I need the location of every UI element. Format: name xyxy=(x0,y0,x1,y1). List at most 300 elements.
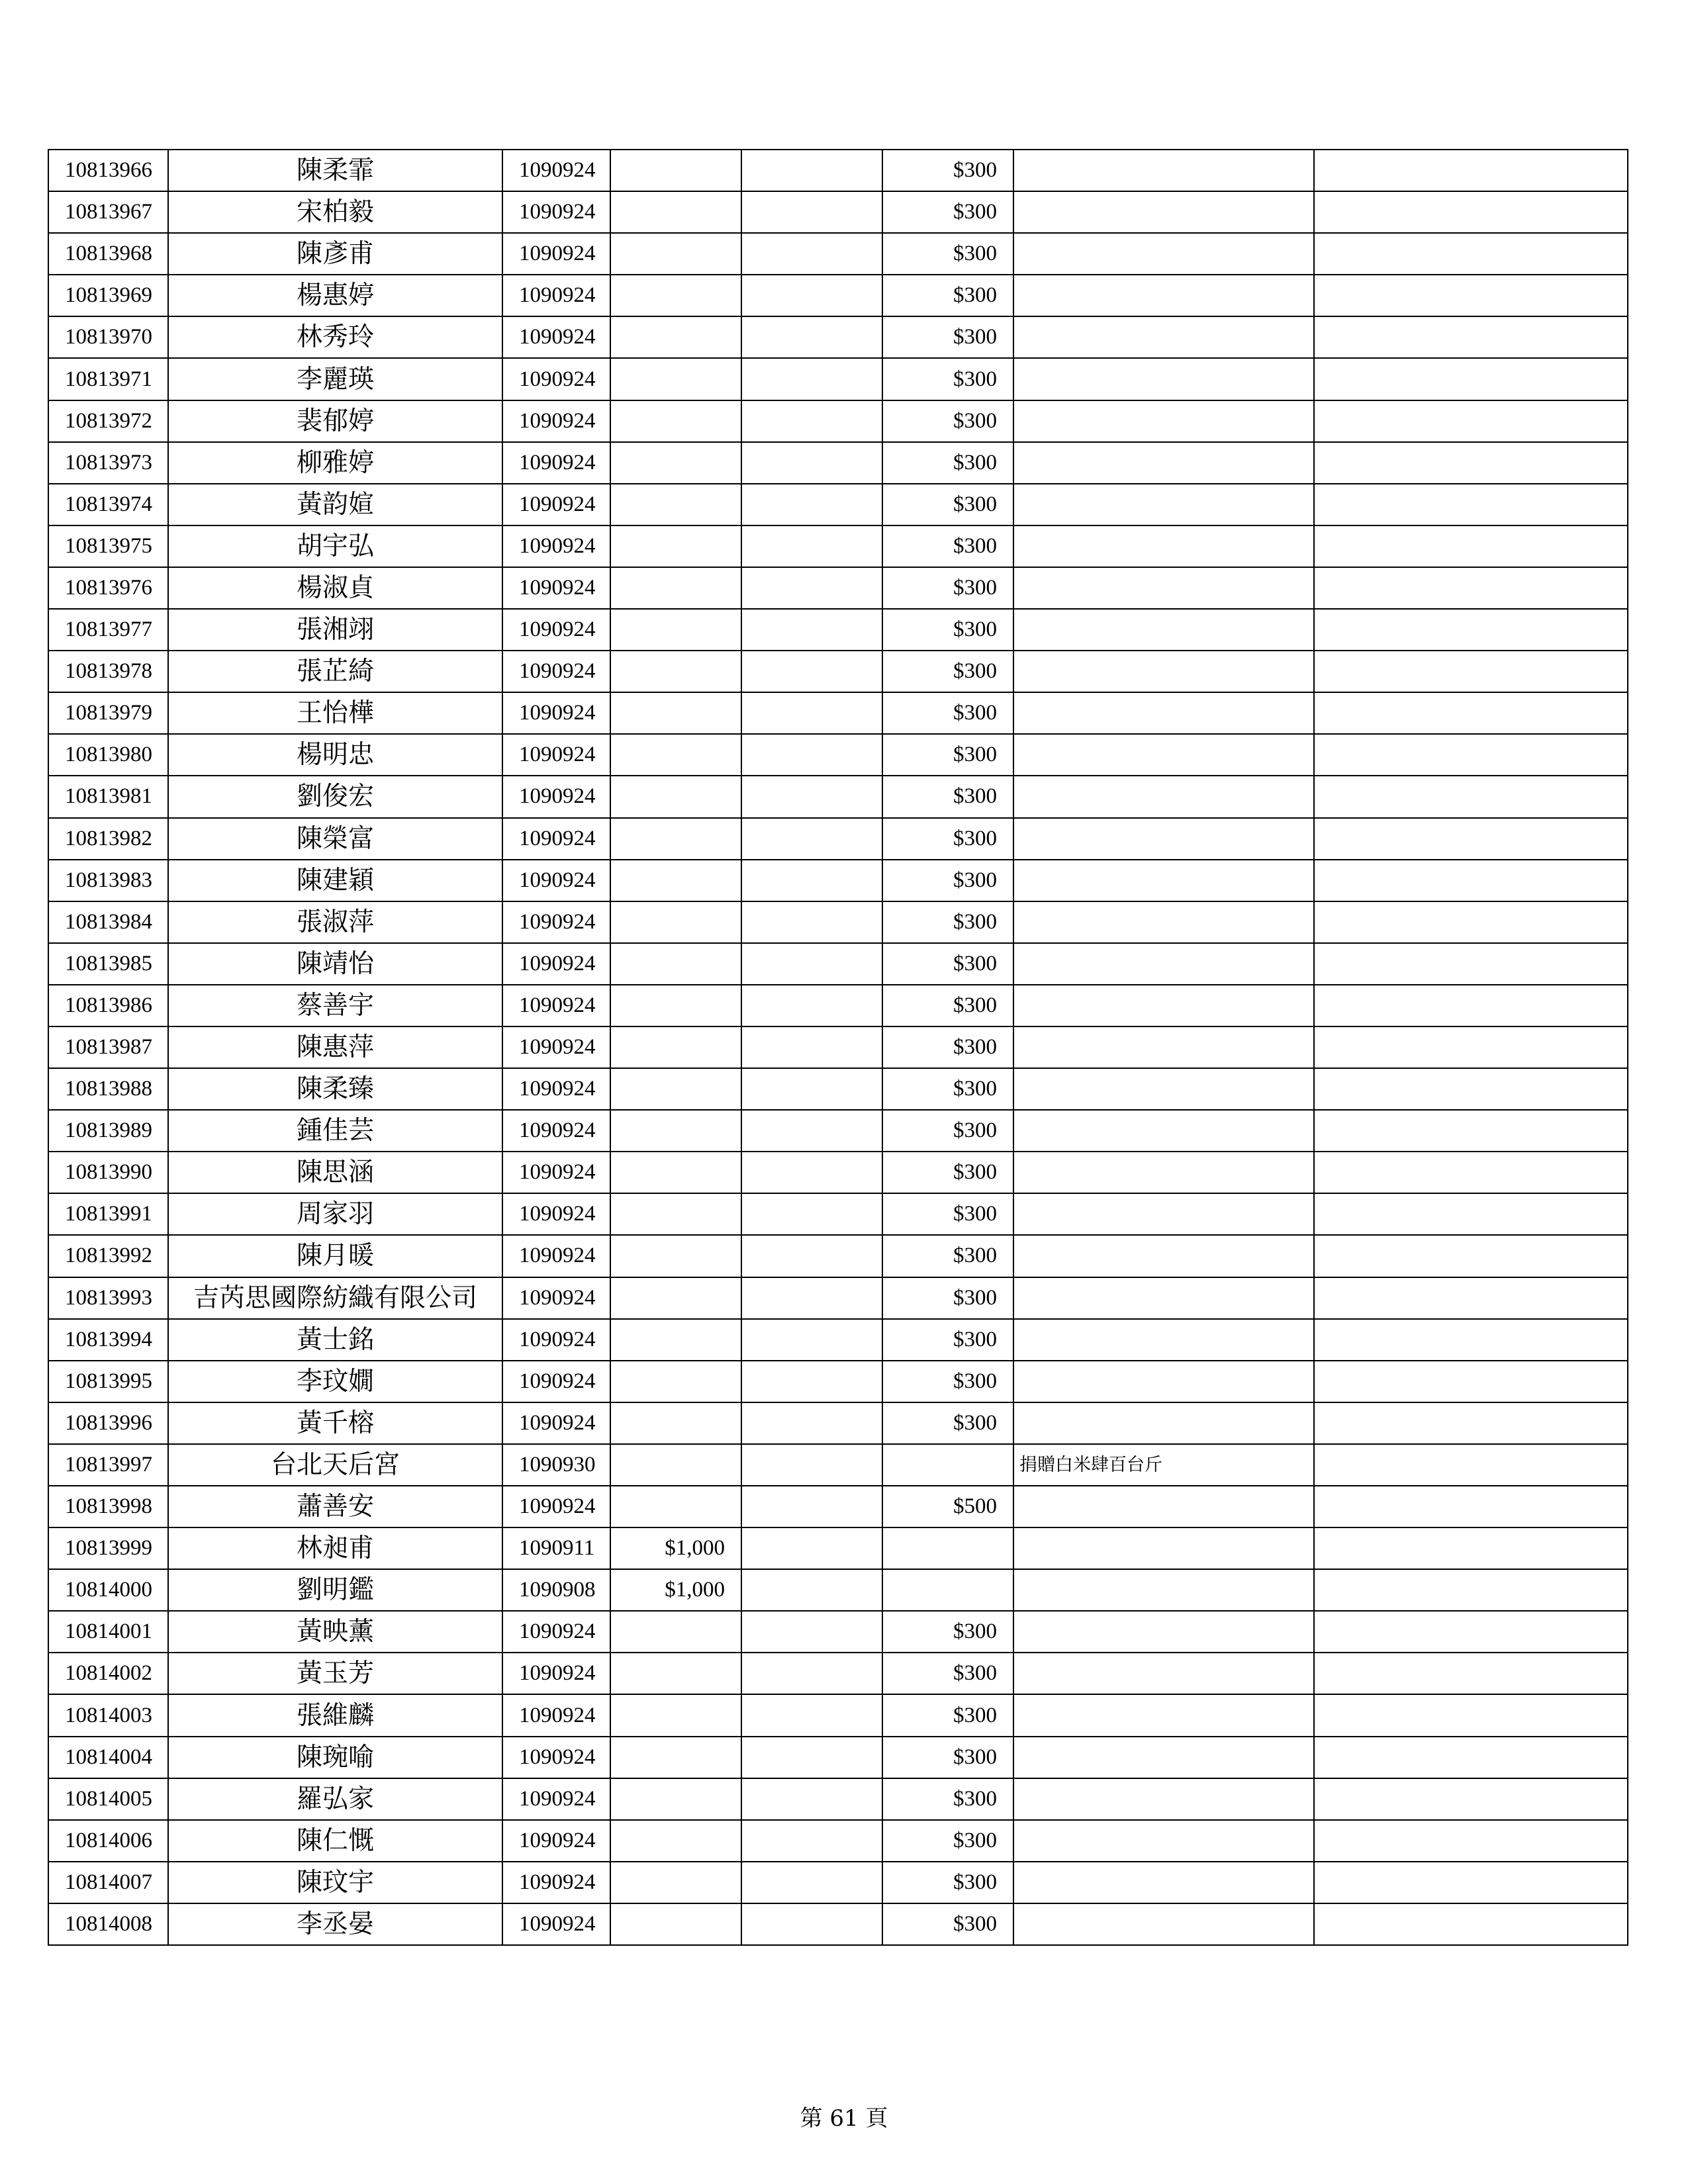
donor-name-cell: 蕭善安 xyxy=(168,1486,502,1527)
table-row xyxy=(48,316,1628,358)
note-cell xyxy=(1013,316,1314,358)
blank-cell xyxy=(741,1277,882,1319)
remarks-cell xyxy=(1314,1068,1628,1110)
blank-cell xyxy=(741,943,882,985)
table-row xyxy=(48,150,1628,191)
table-row xyxy=(48,484,1628,525)
receipt-id-cell: 10813989 xyxy=(48,1110,168,1152)
note-cell xyxy=(1013,484,1314,525)
amount-cell: $300 xyxy=(882,1694,1013,1736)
table-row xyxy=(48,776,1628,817)
note-cell xyxy=(1013,1694,1314,1736)
receipt-id-cell: 10813999 xyxy=(48,1527,168,1569)
date-cell: 1090924 xyxy=(502,1361,610,1402)
donor-name-cell: 林秀玲 xyxy=(168,316,502,358)
donor-name-cell: 劉明鑑 xyxy=(168,1569,502,1611)
receipt-id-cell: 10814007 xyxy=(48,1862,168,1903)
date-cell: 1090924 xyxy=(502,191,610,233)
table-row xyxy=(48,1653,1628,1694)
donor-name-cell: 陳建穎 xyxy=(168,860,502,901)
date-cell: 1090924 xyxy=(502,1694,610,1736)
cash-amount-cell xyxy=(610,1235,741,1277)
amount-cell: $300 xyxy=(882,860,1013,901)
blank-cell xyxy=(741,1068,882,1110)
blank-cell xyxy=(741,1694,882,1736)
cash-amount-cell xyxy=(610,651,741,692)
note-cell xyxy=(1013,1110,1314,1152)
blank-cell xyxy=(741,1820,882,1862)
amount-cell xyxy=(882,1444,1013,1486)
date-cell: 1090924 xyxy=(502,1026,610,1068)
date-cell: 1090924 xyxy=(502,1820,610,1862)
date-cell: 1090924 xyxy=(502,1862,610,1903)
date-cell: 1090924 xyxy=(502,1486,610,1527)
cash-amount-cell xyxy=(610,1361,741,1402)
remarks-cell xyxy=(1314,1235,1628,1277)
amount-cell: $300 xyxy=(882,1361,1013,1402)
remarks-cell xyxy=(1314,150,1628,191)
receipt-id-cell: 10813973 xyxy=(48,442,168,484)
donor-name-cell: 張湘翊 xyxy=(168,609,502,651)
donor-name-cell: 陳柔臻 xyxy=(168,1068,502,1110)
donor-name-cell: 陳琬喻 xyxy=(168,1737,502,1778)
amount-cell: $300 xyxy=(882,734,1013,776)
date-cell: 1090924 xyxy=(502,943,610,985)
blank-cell xyxy=(741,1611,882,1653)
note-cell xyxy=(1013,1235,1314,1277)
receipt-id-cell: 10813995 xyxy=(48,1361,168,1402)
blank-cell xyxy=(741,1569,882,1611)
donor-name-cell: 陳仁慨 xyxy=(168,1820,502,1862)
cash-amount-cell xyxy=(610,233,741,275)
donor-name-cell: 陳榮富 xyxy=(168,818,502,860)
amount-cell: $300 xyxy=(882,1026,1013,1068)
blank-cell xyxy=(741,1110,882,1152)
remarks-cell xyxy=(1314,1444,1628,1486)
date-cell: 1090924 xyxy=(502,150,610,191)
table-row xyxy=(48,1152,1628,1193)
donor-name-cell: 陳月暖 xyxy=(168,1235,502,1277)
table-row xyxy=(48,1026,1628,1068)
date-cell: 1090924 xyxy=(502,1903,610,1945)
table-row xyxy=(48,818,1628,860)
donor-name-cell: 黃玉芳 xyxy=(168,1653,502,1694)
cash-amount-cell xyxy=(610,1152,741,1193)
table-row xyxy=(48,1820,1628,1862)
table-row xyxy=(48,1319,1628,1361)
note-cell xyxy=(1013,818,1314,860)
donor-name-cell: 陳惠萍 xyxy=(168,1026,502,1068)
donor-name-cell: 李玟嫺 xyxy=(168,1361,502,1402)
receipt-id-cell: 10813977 xyxy=(48,609,168,651)
note-cell xyxy=(1013,651,1314,692)
note-cell xyxy=(1013,233,1314,275)
date-cell: 1090924 xyxy=(502,776,610,817)
date-cell: 1090924 xyxy=(502,1653,610,1694)
table-row xyxy=(48,191,1628,233)
donor-name-cell: 陳玟宇 xyxy=(168,1862,502,1903)
donor-name-cell: 黃士銘 xyxy=(168,1319,502,1361)
date-cell: 1090924 xyxy=(502,985,610,1026)
remarks-cell xyxy=(1314,1653,1628,1694)
cash-amount-cell xyxy=(610,1486,741,1527)
date-cell: 1090924 xyxy=(502,860,610,901)
receipt-id-cell: 10813986 xyxy=(48,985,168,1026)
date-cell: 1090924 xyxy=(502,1737,610,1778)
cash-amount-cell xyxy=(610,1694,741,1736)
receipt-id-cell: 10813971 xyxy=(48,358,168,400)
blank-cell xyxy=(741,860,882,901)
cash-amount-cell xyxy=(610,1611,741,1653)
receipt-id-cell: 10814006 xyxy=(48,1820,168,1862)
remarks-cell xyxy=(1314,1152,1628,1193)
receipt-id-cell: 10813992 xyxy=(48,1235,168,1277)
table-row xyxy=(48,1110,1628,1152)
cash-amount-cell xyxy=(610,1068,741,1110)
table-row xyxy=(48,985,1628,1026)
note-cell xyxy=(1013,1026,1314,1068)
table-row xyxy=(48,1277,1628,1319)
note-cell xyxy=(1013,1277,1314,1319)
receipt-id-cell: 10814001 xyxy=(48,1611,168,1653)
amount-cell: $300 xyxy=(882,818,1013,860)
receipt-id-cell: 10813979 xyxy=(48,692,168,734)
donor-name-cell: 陳柔霏 xyxy=(168,150,502,191)
remarks-cell xyxy=(1314,358,1628,400)
cash-amount-cell xyxy=(610,150,741,191)
blank-cell xyxy=(741,484,882,525)
note-cell xyxy=(1013,400,1314,442)
amount-cell: $300 xyxy=(882,943,1013,985)
amount-cell: $300 xyxy=(882,1402,1013,1444)
remarks-cell xyxy=(1314,567,1628,609)
donor-name-cell: 劉俊宏 xyxy=(168,776,502,817)
remarks-cell xyxy=(1314,1277,1628,1319)
blank-cell xyxy=(741,1653,882,1694)
remarks-cell xyxy=(1314,525,1628,567)
donor-name-cell: 陳彥甫 xyxy=(168,233,502,275)
amount-cell xyxy=(882,1569,1013,1611)
cash-amount-cell: $1,000 xyxy=(610,1569,741,1611)
receipt-id-cell: 10813967 xyxy=(48,191,168,233)
cash-amount-cell xyxy=(610,567,741,609)
blank-cell xyxy=(741,776,882,817)
blank-cell xyxy=(741,1402,882,1444)
cash-amount-cell xyxy=(610,525,741,567)
note-cell xyxy=(1013,1862,1314,1903)
blank-cell xyxy=(741,609,882,651)
page-number: 第 61 頁 xyxy=(800,2105,888,2132)
donor-name-cell: 吉芮思國際紡織有限公司 xyxy=(168,1277,502,1319)
cash-amount-cell xyxy=(610,818,741,860)
receipt-id-cell: 10813981 xyxy=(48,776,168,817)
note-cell xyxy=(1013,860,1314,901)
donor-name-cell: 黃韵媗 xyxy=(168,484,502,525)
remarks-cell xyxy=(1314,1694,1628,1736)
note-cell xyxy=(1013,191,1314,233)
note-cell xyxy=(1013,1402,1314,1444)
remarks-cell xyxy=(1314,943,1628,985)
blank-cell xyxy=(741,150,882,191)
cash-amount-cell xyxy=(610,400,741,442)
date-cell: 1090924 xyxy=(502,567,610,609)
remarks-cell xyxy=(1314,609,1628,651)
table-row xyxy=(48,1611,1628,1653)
amount-cell: $300 xyxy=(882,484,1013,525)
blank-cell xyxy=(741,567,882,609)
receipt-id-cell: 10814002 xyxy=(48,1653,168,1694)
blank-cell xyxy=(741,233,882,275)
receipt-id-cell: 10813969 xyxy=(48,275,168,316)
cash-amount-cell: $1,000 xyxy=(610,1527,741,1569)
note-cell xyxy=(1013,1653,1314,1694)
amount-cell: $300 xyxy=(882,1068,1013,1110)
blank-cell xyxy=(741,191,882,233)
amount-cell: $300 xyxy=(882,1820,1013,1862)
note-cell xyxy=(1013,1820,1314,1862)
blank-cell xyxy=(741,400,882,442)
table-row xyxy=(48,1737,1628,1778)
remarks-cell xyxy=(1314,1402,1628,1444)
amount-cell: $300 xyxy=(882,901,1013,943)
date-cell: 1090924 xyxy=(502,316,610,358)
donor-name-cell: 胡宇弘 xyxy=(168,525,502,567)
blank-cell xyxy=(741,1026,882,1068)
date-cell: 1090924 xyxy=(502,1611,610,1653)
remarks-cell xyxy=(1314,901,1628,943)
table-row xyxy=(48,1569,1628,1611)
table-row xyxy=(48,567,1628,609)
date-cell: 1090908 xyxy=(502,1569,610,1611)
donor-name-cell: 周家羽 xyxy=(168,1193,502,1235)
date-cell: 1090924 xyxy=(502,651,610,692)
cash-amount-cell xyxy=(610,1653,741,1694)
blank-cell xyxy=(741,651,882,692)
amount-cell: $300 xyxy=(882,609,1013,651)
remarks-cell xyxy=(1314,316,1628,358)
receipt-id-cell: 10813998 xyxy=(48,1486,168,1527)
date-cell: 1090924 xyxy=(502,1235,610,1277)
remarks-cell xyxy=(1314,191,1628,233)
blank-cell xyxy=(741,275,882,316)
note-cell xyxy=(1013,1486,1314,1527)
receipt-id-cell: 10813990 xyxy=(48,1152,168,1193)
blank-cell xyxy=(741,1193,882,1235)
remarks-cell xyxy=(1314,651,1628,692)
remarks-cell xyxy=(1314,484,1628,525)
amount-cell: $300 xyxy=(882,1152,1013,1193)
blank-cell xyxy=(741,1444,882,1486)
date-cell: 1090924 xyxy=(502,734,610,776)
cash-amount-cell xyxy=(610,1820,741,1862)
blank-cell xyxy=(741,692,882,734)
cash-amount-cell xyxy=(610,1026,741,1068)
date-cell: 1090924 xyxy=(502,1402,610,1444)
table-row xyxy=(48,609,1628,651)
receipt-id-cell: 10813987 xyxy=(48,1026,168,1068)
date-cell: 1090924 xyxy=(502,901,610,943)
note-cell xyxy=(1013,275,1314,316)
blank-cell xyxy=(741,901,882,943)
amount-cell: $300 xyxy=(882,191,1013,233)
date-cell: 1090924 xyxy=(502,525,610,567)
note-cell xyxy=(1013,609,1314,651)
donor-name-cell: 黃映薰 xyxy=(168,1611,502,1653)
remarks-cell xyxy=(1314,860,1628,901)
remarks-cell xyxy=(1314,1903,1628,1945)
amount-cell: $300 xyxy=(882,1277,1013,1319)
table-row xyxy=(48,1778,1628,1820)
receipt-id-cell: 10813980 xyxy=(48,734,168,776)
cash-amount-cell xyxy=(610,1444,741,1486)
amount-cell: $300 xyxy=(882,150,1013,191)
remarks-cell xyxy=(1314,1778,1628,1820)
remarks-cell xyxy=(1314,275,1628,316)
blank-cell xyxy=(741,1361,882,1402)
blank-cell xyxy=(741,985,882,1026)
note-cell xyxy=(1013,1527,1314,1569)
table-row xyxy=(48,1903,1628,1945)
table-row xyxy=(48,860,1628,901)
table-row xyxy=(48,1068,1628,1110)
date-cell: 1090924 xyxy=(502,1152,610,1193)
receipt-id-cell: 10813968 xyxy=(48,233,168,275)
donor-name-cell: 楊惠婷 xyxy=(168,275,502,316)
date-cell: 1090924 xyxy=(502,442,610,484)
date-cell: 1090911 xyxy=(502,1527,610,1569)
amount-cell: $300 xyxy=(882,1737,1013,1778)
receipt-id-cell: 10813984 xyxy=(48,901,168,943)
table-row xyxy=(48,1444,1628,1486)
table-row xyxy=(48,525,1628,567)
date-cell: 1090924 xyxy=(502,1110,610,1152)
receipt-id-cell: 10813972 xyxy=(48,400,168,442)
note-cell xyxy=(1013,901,1314,943)
donor-name-cell: 柳雅婷 xyxy=(168,442,502,484)
cash-amount-cell xyxy=(610,1402,741,1444)
note-cell xyxy=(1013,692,1314,734)
note-cell xyxy=(1013,1193,1314,1235)
donor-name-cell: 羅弘家 xyxy=(168,1778,502,1820)
amount-cell: $500 xyxy=(882,1486,1013,1527)
table-row xyxy=(48,1862,1628,1903)
amount-cell: $300 xyxy=(882,1778,1013,1820)
note-cell xyxy=(1013,1319,1314,1361)
donor-name-cell: 裴郁婷 xyxy=(168,400,502,442)
note-cell xyxy=(1013,150,1314,191)
remarks-cell xyxy=(1314,1193,1628,1235)
note-cell xyxy=(1013,1068,1314,1110)
remarks-cell xyxy=(1314,734,1628,776)
remarks-cell xyxy=(1314,1486,1628,1527)
cash-amount-cell xyxy=(610,1862,741,1903)
amount-cell: $300 xyxy=(882,1611,1013,1653)
note-cell xyxy=(1013,1778,1314,1820)
table-row xyxy=(48,734,1628,776)
table-row xyxy=(48,1527,1628,1569)
date-cell: 1090924 xyxy=(502,1778,610,1820)
donor-name-cell: 蔡善宇 xyxy=(168,985,502,1026)
donor-name-cell: 宋柏毅 xyxy=(168,191,502,233)
blank-cell xyxy=(741,525,882,567)
note-cell xyxy=(1013,1152,1314,1193)
table-row xyxy=(48,1694,1628,1736)
cash-amount-cell xyxy=(610,442,741,484)
remarks-cell xyxy=(1314,1611,1628,1653)
ledger-body xyxy=(48,150,1628,1945)
blank-cell xyxy=(741,358,882,400)
remarks-cell xyxy=(1314,233,1628,275)
cash-amount-cell xyxy=(610,692,741,734)
date-cell: 1090924 xyxy=(502,275,610,316)
date-cell: 1090924 xyxy=(502,484,610,525)
amount-cell: $300 xyxy=(882,442,1013,484)
donor-name-cell: 陳思涵 xyxy=(168,1152,502,1193)
note-cell: 捐贈白米肆百台斤 xyxy=(1013,1444,1314,1486)
receipt-id-cell: 10814003 xyxy=(48,1694,168,1736)
blank-cell xyxy=(741,1527,882,1569)
cash-amount-cell xyxy=(610,943,741,985)
amount-cell: $300 xyxy=(882,1193,1013,1235)
note-cell xyxy=(1013,1361,1314,1402)
cash-amount-cell xyxy=(610,776,741,817)
donor-name-cell: 楊明忠 xyxy=(168,734,502,776)
remarks-cell xyxy=(1314,1110,1628,1152)
amount-cell: $300 xyxy=(882,316,1013,358)
date-cell: 1090924 xyxy=(502,233,610,275)
note-cell xyxy=(1013,1611,1314,1653)
note-cell xyxy=(1013,985,1314,1026)
blank-cell xyxy=(741,1862,882,1903)
note-cell xyxy=(1013,567,1314,609)
cash-amount-cell xyxy=(610,1277,741,1319)
remarks-cell xyxy=(1314,400,1628,442)
table-row xyxy=(48,943,1628,985)
blank-cell xyxy=(741,1235,882,1277)
remarks-cell xyxy=(1314,692,1628,734)
donor-name-cell: 張芷綺 xyxy=(168,651,502,692)
remarks-cell xyxy=(1314,1820,1628,1862)
cash-amount-cell xyxy=(610,358,741,400)
cash-amount-cell xyxy=(610,1319,741,1361)
remarks-cell xyxy=(1314,776,1628,817)
receipt-id-cell: 10813994 xyxy=(48,1319,168,1361)
donor-name-cell: 鍾佳芸 xyxy=(168,1110,502,1152)
remarks-cell xyxy=(1314,1569,1628,1611)
table-row xyxy=(48,275,1628,316)
remarks-cell xyxy=(1314,1737,1628,1778)
receipt-id-cell: 10813966 xyxy=(48,150,168,191)
donor-name-cell: 陳靖怡 xyxy=(168,943,502,985)
receipt-id-cell: 10813996 xyxy=(48,1402,168,1444)
table-row xyxy=(48,400,1628,442)
donor-name-cell: 李麗瑛 xyxy=(168,358,502,400)
date-cell: 1090924 xyxy=(502,358,610,400)
receipt-id-cell: 10814008 xyxy=(48,1903,168,1945)
cash-amount-cell xyxy=(610,985,741,1026)
receipt-id-cell: 10814000 xyxy=(48,1569,168,1611)
blank-cell xyxy=(741,316,882,358)
receipt-id-cell: 10813983 xyxy=(48,860,168,901)
blank-cell xyxy=(741,1778,882,1820)
date-cell: 1090924 xyxy=(502,1068,610,1110)
amount-cell: $300 xyxy=(882,1862,1013,1903)
note-cell xyxy=(1013,1903,1314,1945)
cash-amount-cell xyxy=(610,1193,741,1235)
note-cell xyxy=(1013,734,1314,776)
date-cell: 1090924 xyxy=(502,1277,610,1319)
note-cell xyxy=(1013,1569,1314,1611)
